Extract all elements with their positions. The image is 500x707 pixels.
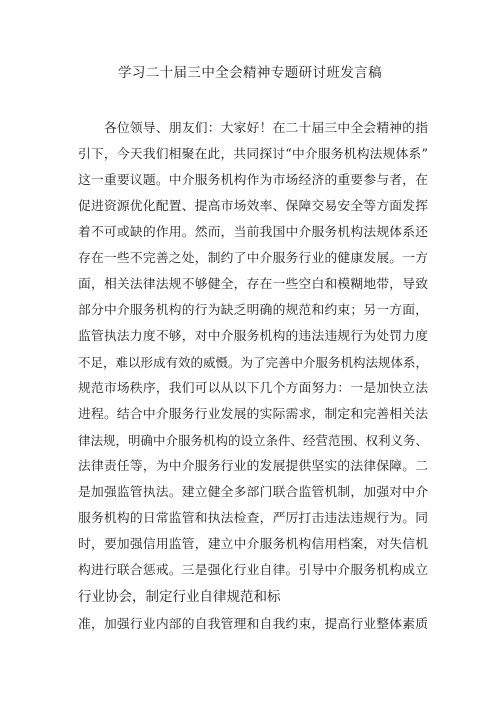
paragraph-line-13: 律法规，明确中介服务机构的设立条件、经营范围、权利义务、 <box>78 433 428 448</box>
paragraph-line-16: 服务机构的日常监管和执法检查，严厉打击违法违规行为。同 <box>78 511 428 526</box>
paragraph-line-14: 法律责任等，为中介服务行业的发展提供坚实的法律保障。二 <box>78 459 428 474</box>
paragraph-line-18: 构进行联合惩戒。三是强化行业自律。引导中介服务机构成立 <box>78 563 428 578</box>
paragraph-line-11: 规范市场秩序，我们可以从以下几个方面努力：一是加快立法 <box>78 381 428 396</box>
paragraph-line-10: 不足，难以形成有效的威慑。为了完善中介服务机构法规体系， <box>78 355 428 370</box>
paragraph-line-1: 各位领导、朋友们：大家好！在二十届三中全会精神的指 <box>104 121 428 136</box>
document-title: 学习二十届三中全会精神专题研讨班发言稿 <box>117 65 383 81</box>
paragraph-line-9: 监管执法力度不够，对中介服务机构的违法违规行为处罚力度 <box>78 329 428 344</box>
paragraph-line-8: 部分中介服务机构的行为缺乏明确的规范和约束；另一方面， <box>78 303 428 318</box>
paragraph-line-5: 着不可或缺的作用。然而，当前我国中介服务机构法规体系还 <box>78 225 428 240</box>
paragraph-line-7: 面，相关法律法规不够健全，存在一些空白和模糊地带，导致 <box>78 277 428 292</box>
paragraph-line-15: 是加强监管执法。建立健全多部门联合监管机制，加强对中介 <box>78 485 428 500</box>
paragraph-line-2: 引下，今天我们相聚在此，共同探讨“中介服务机构法规体系” <box>78 147 428 162</box>
paragraph-line-3: 这一重要议题。中介服务机构作为市场经济的重要参与者，在 <box>78 173 428 188</box>
paragraph-line-6: 存在一些不完善之处，制约了中介服务行业的健康发展。一方 <box>78 251 428 266</box>
paragraph-line-4: 促进资源优化配置、提高市场效率、保障交易安全等方面发挥 <box>78 199 428 214</box>
paragraph-line-20: 准，加强行业内部的自我管理和自我约束，提高行业整体素质 <box>78 617 428 632</box>
paragraph-line-17: 时，要加强信用监管，建立中介服务机构信用档案，对失信机 <box>78 537 428 552</box>
paragraph-line-19: 行业协会，制定行业自律规范和标 <box>78 589 281 605</box>
paragraph-line-12: 进程。结合中介服务行业发展的实际需求，制定和完善相关法 <box>78 407 428 422</box>
